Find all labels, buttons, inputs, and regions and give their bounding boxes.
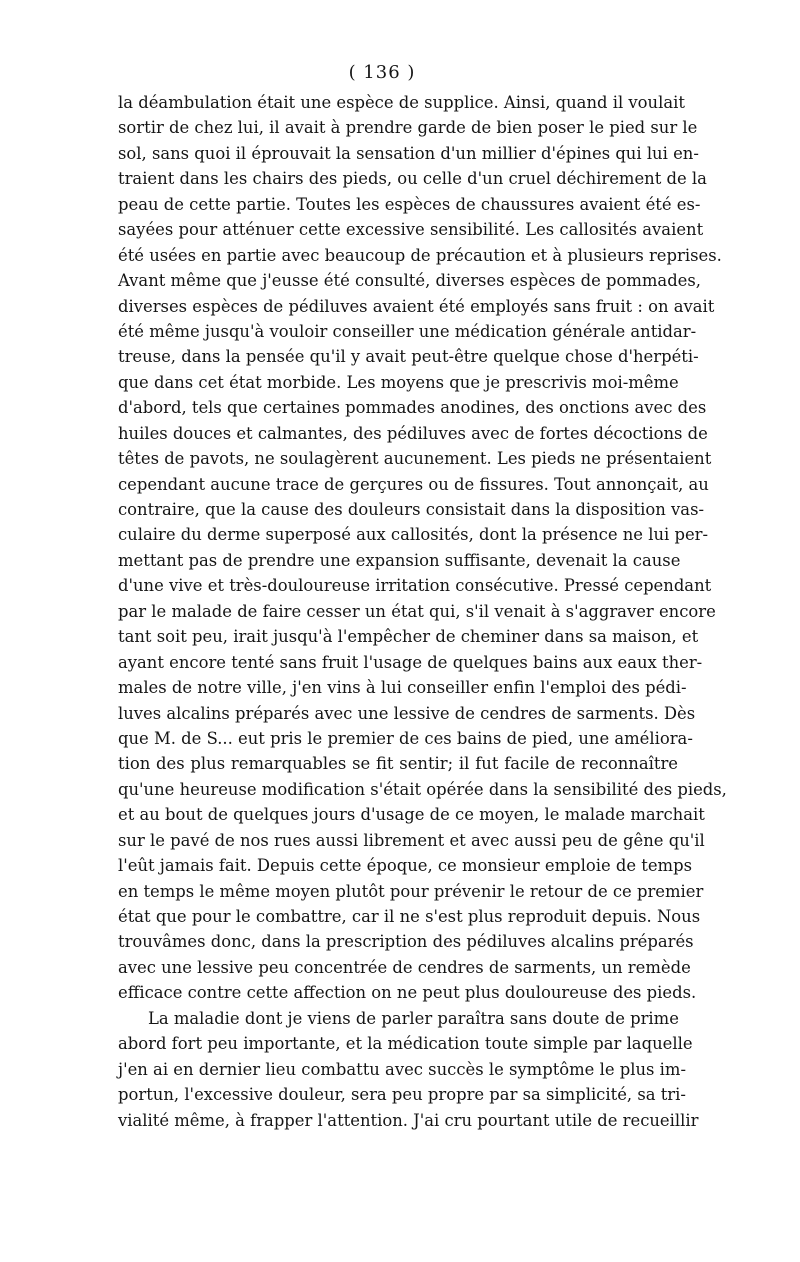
text-line: abord fort peu importante, et la médication toute simple par laquelle xyxy=(118,1034,693,1054)
text-line: mettant pas de prendre une expansion suffisante, devenait la cause xyxy=(118,550,681,570)
body-text xyxy=(118,90,727,1133)
text-line: traient dans les chairs des pieds, ou celle d'un cruel déchirement de la xyxy=(118,169,707,189)
text-line: j'en ai en dernier lieu combattu avec succès le symptôme le plus im- xyxy=(118,1059,686,1079)
text-line: culaire du derme superposé aux callosités, dont la présence ne lui per- xyxy=(118,525,709,545)
text-line: qu'une heureuse modification s'était opérée dans la sensibilité des pieds, xyxy=(118,779,727,799)
text-line: que M. de S... eut pris le premier de ces bains de pied, une améliora- xyxy=(118,728,693,748)
text-line: l'eût jamais fait. Depuis cette époque, ce monsieur emploie de temps xyxy=(118,856,693,876)
text-line: sol, sans quoi il éprouvait la sensation d'un millier d'épines qui lui en- xyxy=(118,143,699,163)
text-line: été même jusqu'à vouloir conseiller une médication générale antidar- xyxy=(118,321,697,341)
text-line: huiles douces et calmantes, des pédiluves avec de fortes décoctions de xyxy=(118,423,708,443)
text-line: Avant même que j'eusse été consulté, diverses espèces de pommades, xyxy=(118,271,702,291)
text-line: d'abord, tels que certaines pommades anodines, des onctions avec des xyxy=(118,398,707,418)
text-line: sur le pavé de nos rues aussi librement et avec aussi peu de gêne qu'il xyxy=(118,830,705,850)
text-line: tion des plus remarquables se fit sentir; il fut facile de reconnaître xyxy=(118,754,678,774)
text-line: portun, l'excessive douleur, sera peu propre par sa simplicité, sa tri- xyxy=(118,1085,686,1105)
text-line: sayées pour atténuer cette excessive sensibilité. Les callosités avaient xyxy=(118,220,704,240)
page-number: ( 136 ) xyxy=(348,62,416,83)
text-line: d'une vive et très-douloureuse irritation consécutive. Pressé cependant xyxy=(118,576,712,596)
text-line: par le malade de faire cesser un état qui, s'il venait à s'aggraver encore xyxy=(118,601,716,621)
text-line: males de notre ville, j'en vins à lui conseiller enfin l'emploi des pédi- xyxy=(118,678,687,698)
text-line: diverses espèces de pédiluves avaient été employés sans fruit : on avait xyxy=(118,296,715,316)
text-line: treuse, dans la pensée qu'il y avait peut-être quelque chose d'herpéti- xyxy=(118,347,699,367)
paragraph-last-line: efficace contre cette affection on ne peut plus douloureuse des pieds. xyxy=(118,983,697,1003)
text-line: la déambulation était une espèce de supplice. Ainsi, quand il voulait xyxy=(118,93,685,112)
paragraph-first-line: La maladie dont je viens de parler paraîtra sans doute de prime xyxy=(148,1008,679,1028)
text-line: et au bout de quelques jours d'usage de ce moyen, le malade marchait xyxy=(118,805,705,825)
text-line: trouvâmes donc, dans la prescription des pédiluves alcalins préparés xyxy=(118,932,694,952)
text-line: vialité même, à frapper l'attention. J'ai cru pourtant utile de recueillir xyxy=(118,1110,699,1130)
text-line: été usées en partie avec beaucoup de précaution et à plusieurs reprises. xyxy=(118,245,722,265)
text-line: peau de cette partie. Toutes les espèces de chaussures avaient été es- xyxy=(118,194,701,214)
text-line: état que pour le combattre, car il ne s'est plus reproduit depuis. Nous xyxy=(118,907,701,926)
text-line: luves alcalins préparés avec une lessive de cendres de sarments. Dès xyxy=(118,703,696,723)
text-line: que dans cet état morbide. Les moyens que je prescrivis moi-même xyxy=(118,372,679,392)
text-line: têtes de pavots, ne soulagèrent aucunement. Les pieds ne présentaient xyxy=(118,449,712,469)
text-line: contraire, que la cause des douleurs consistait dans la disposition vas- xyxy=(118,500,705,519)
text-line: ayant encore tenté sans fruit l'usage de quelques bains aux eaux ther- xyxy=(118,652,703,672)
text-line: en temps le même moyen plutôt pour prévenir le retour de ce premier xyxy=(118,881,704,901)
text-line: tant soit peu, irait jusqu'à l'empêcher de cheminer dans sa maison, et xyxy=(118,627,699,647)
text-line: cependant aucune trace de gerçures ou de fissures. Tout annonçait, au xyxy=(118,474,709,494)
text-line: sortir de chez lui, il avait à prendre garde de bien poser le pied sur le xyxy=(118,118,698,138)
text-line: avec une lessive peu concentrée de cendres de sarments, un remède xyxy=(118,957,691,977)
